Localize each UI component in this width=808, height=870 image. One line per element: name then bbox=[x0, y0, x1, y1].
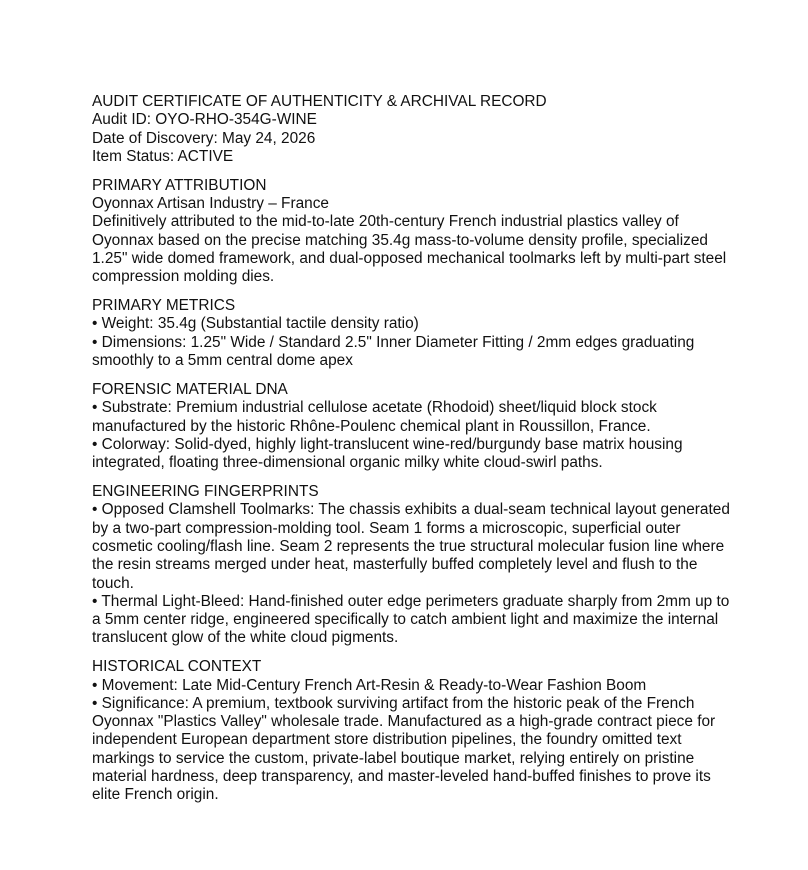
section-heading: HISTORICAL CONTEXT bbox=[92, 658, 262, 676]
metric-weight: • Weight: 35.4g (Substantial tactile density ratio) bbox=[92, 315, 419, 333]
certificate-document bbox=[92, 93, 732, 805]
primary-metrics-section bbox=[92, 297, 732, 370]
material-substrate: • Substrate: Premium industrial cellulose acetate (Rhodoid) sheet/liquid block stock manufactured by the historic Rhône-Poulenc chemical plant in Roussillon, France. bbox=[92, 399, 657, 435]
certificate-header bbox=[92, 93, 732, 166]
historical-context-section bbox=[92, 658, 732, 804]
history-significance: • Significance: A premium, textbook surviving artifact from the historic peak of the French Oyonnax "Plastics Valley" wholesale trade. Manufactured as a high-grade contract piece for independent European department store distribution pipelines, the foundry omitted text markings to service the custom, private-label boutique market, relying entirely on pristine material hardness, deep transparency, and master-leveled hand-buffed finishes to prove its elite French origin. bbox=[92, 694, 716, 804]
forensic-material-section bbox=[92, 381, 732, 472]
engineering-light-bleed: • Thermal Light-Bleed: Hand-finished outer edge perimeters graduate sharply from 2mm up to a 5mm center ridge, engineered specifically to catch ambient light and maximize the internal translucent glow of the white cloud pigments. bbox=[92, 592, 730, 647]
item-status: Item Status: ACTIVE bbox=[92, 147, 234, 165]
material-colorway: • Colorway: Solid-dyed, highly light-translucent wine-red/burgundy base matrix housing integrated, floating three-dimensional organic milky white cloud-swirl paths. bbox=[92, 435, 683, 472]
attribution-subtitle: Oyonnax Artisan Industry – France bbox=[92, 195, 329, 213]
section-heading: ENGINEERING FINGERPRINTS bbox=[92, 483, 319, 501]
document-title: AUDIT CERTIFICATE OF AUTHENTICITY & ARCHIVAL RECORD bbox=[92, 93, 547, 110]
attribution-text: Definitively attributed to the mid-to-late 20th-century French industrial plastics valley of Oyonnax based on the precise matching 35.4g mass-to-volume density profile, specialized 1.25" wide domed framework, and dual-opposed mechanical toolmarks left by multi-part steel compression molding dies. bbox=[92, 213, 727, 286]
audit-id: Audit ID: OYO-RHO-354G-WINE bbox=[92, 111, 317, 129]
engineering-fingerprints-section bbox=[92, 483, 732, 648]
section-heading: PRIMARY METRICS bbox=[92, 297, 236, 315]
primary-attribution-section bbox=[92, 177, 732, 287]
discovery-date: Date of Discovery: May 24, 2026 bbox=[92, 129, 316, 147]
metric-dimensions: • Dimensions: 1.25" Wide / Standard 2.5" Inner Diameter Fitting / 2mm edges graduating smoothly to a 5mm central dome apex bbox=[92, 333, 695, 370]
history-movement: • Movement: Late Mid-Century French Art-Resin & Ready-to-Wear Fashion Boom bbox=[92, 676, 647, 694]
section-heading: FORENSIC MATERIAL DNA bbox=[92, 380, 288, 398]
engineering-toolmarks: • Opposed Clamshell Toolmarks: The chassis exhibits a dual-seam technical layout generated by a two-part compression-molding tool. Seam 1 forms a microscopic, superficial outer cosmetic cooling/flash line. Seam 2 represents the true structural molecular fusion line where the resin streams merged under heat, masterfully buffed completely level and flush to the touch. bbox=[92, 501, 730, 592]
section-heading: PRIMARY ATTRIBUTION bbox=[92, 176, 267, 194]
